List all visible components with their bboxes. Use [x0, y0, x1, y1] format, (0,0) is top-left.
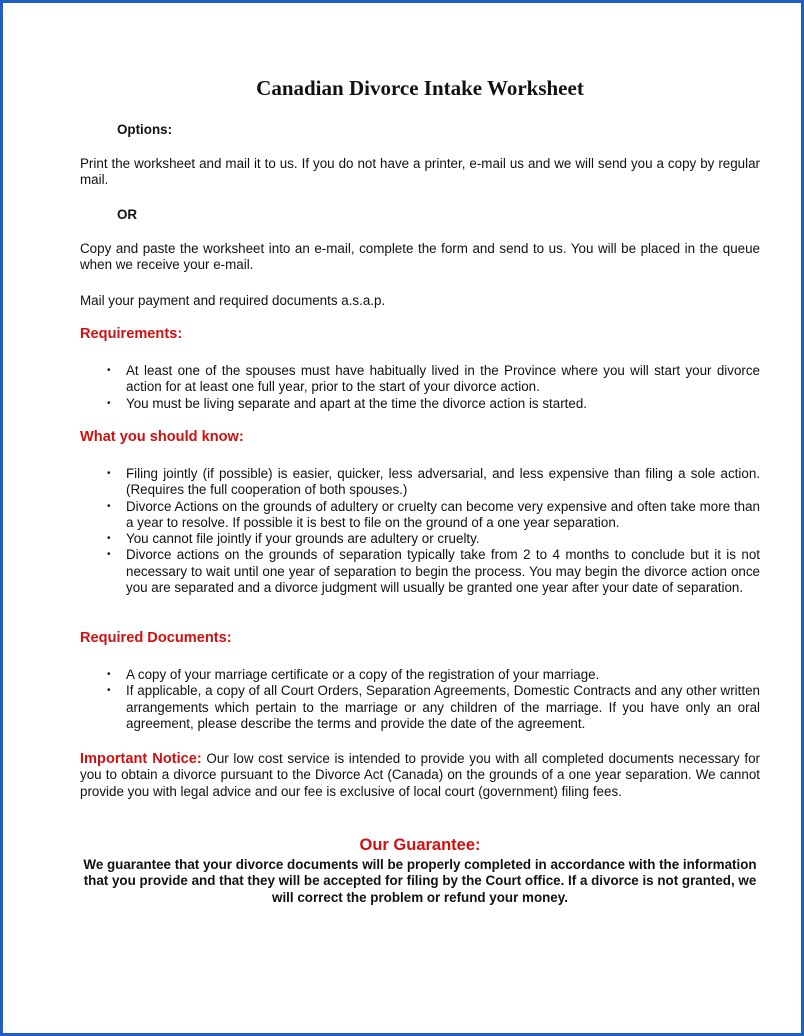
list-item-text: You must be living separate and apart at the time the divorce action is started. — [126, 395, 588, 411]
bullet-icon: • — [107, 533, 111, 545]
requirements-heading: Requirements: — [80, 326, 183, 342]
requirements-list — [80, 363, 760, 412]
option-print-text: Print the worksheet and mail it to us. If you do not have a printer, e-mail us and we will send you a copy by regular mail. — [80, 156, 760, 188]
should-know-list — [80, 466, 760, 596]
guarantee-text: We guarantee that your divorce documents will be properly completed in accordance with the information that you provide and that they will be accepted for filing by the Court office. If a divorce is not granted, we will correct the problem or refund your money. — [83, 857, 757, 905]
list-item — [80, 363, 760, 396]
list-item — [80, 667, 760, 683]
list-item — [80, 547, 760, 596]
list-item-text: A copy of your marriage certificate or a copy of the registration of your marriage. — [126, 667, 600, 682]
list-item-text: At least one of the spouses must have habitually lived in the Province where you will start your divorce action for at least one full year, prior to the start of your divorce action. — [126, 363, 760, 395]
list-item-text: Divorce Actions on the grounds of adultery or cruelty can become very expensive and often take more than a year to resolve. If possible it is best to file on the ground of a one year separation. — [126, 498, 760, 530]
list-item — [80, 396, 760, 412]
list-item — [80, 499, 760, 532]
or-label: OR — [117, 207, 138, 222]
bullet-icon: • — [107, 365, 111, 376]
list-item — [80, 531, 760, 547]
required-docs-list — [80, 667, 760, 732]
bullet-icon: • — [107, 397, 111, 409]
bullet-icon: • — [107, 500, 111, 512]
document-title: Canadian Divorce Intake Worksheet — [256, 76, 584, 101]
should-know-heading: What you should know: — [80, 429, 244, 445]
required-docs-heading: Required Documents: — [80, 630, 232, 646]
list-item-text: If applicable, a copy of all Court Orders, Separation Agreements, Domestic Contracts and any other written arrangements which pertain to the marriage or any children of the marriage. If you have only an oral agreement, please describe the terms and provide the date of the agreement. — [126, 683, 760, 731]
bullet-icon: • — [107, 685, 111, 697]
list-item-text: Filing jointly (if possible) is easier, quicker, less adversarial, and less expensive than filing a sole action. (Requires the full cooperation of both spouses.) — [126, 466, 760, 498]
list-item — [80, 683, 760, 732]
guarantee-heading: Our Guarantee: — [359, 836, 481, 854]
options-label: Options: — [117, 122, 173, 137]
list-item — [80, 466, 760, 499]
bullet-icon: • — [107, 468, 111, 479]
bullet-icon: • — [107, 549, 111, 561]
mail-payment-text: Mail your payment and required documents a.s.a.p. — [80, 293, 386, 308]
important-notice — [80, 751, 760, 800]
option-email-text: Copy and paste the worksheet into an e-mail, complete the form and send to us. You will be placed in the queue when we receive your e-mail. — [80, 241, 760, 273]
bullet-icon: • — [107, 669, 111, 680]
notice-label: Important Notice: — [80, 751, 202, 767]
notice-text: Our low cost service is intended to provide you with all completed documents necessary for you to obtain a divorce pursuant to the Divorce Act (Canada) on the grounds of a one year separation. We cannot provide you with legal advice and our fee is exclusive of local court (government) filing fees. — [80, 751, 760, 799]
list-item-text: You cannot file jointly if your grounds are adultery or cruelty. — [126, 531, 480, 547]
list-item-text: Divorce actions on the grounds of separation typically take from 2 to 4 months to conclude but it is not necessary to wait until one year of separation to begin the process. You may begin the divorce action once you are separated and a divorce judgment will usually be granted one year after your date of separation. — [126, 547, 760, 596]
